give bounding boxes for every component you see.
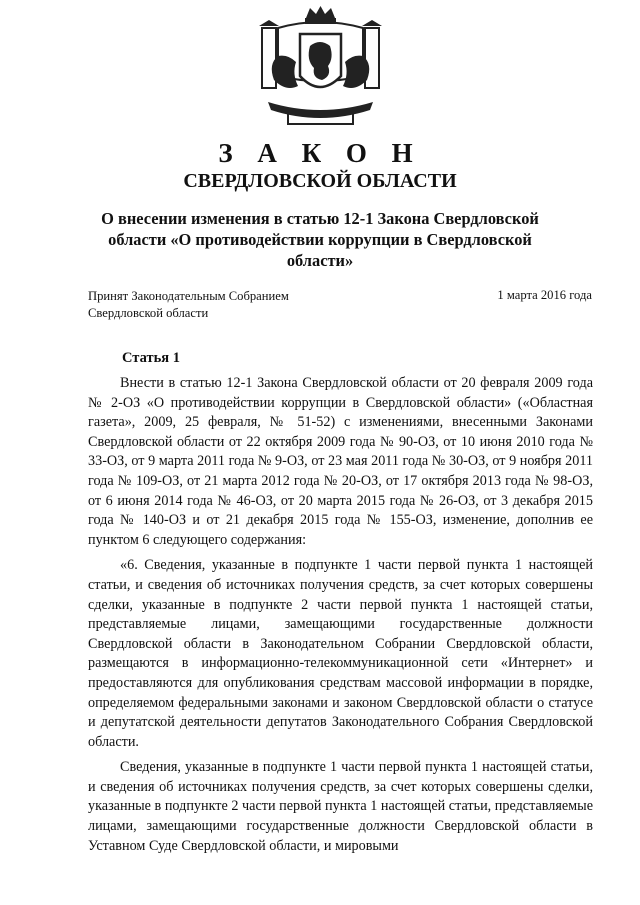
law-title: О внесении изменения в статью 12-1 Закона Свердловской области «О противодействии коррупции в Свердловской области» xyxy=(101,209,539,270)
coat-of-arms-icon xyxy=(248,6,393,134)
paragraph: Сведения, указанные в подпункте 1 части первой пункта 1 настоящей статьи, и сведения об источниках получения средств, за счет которых совершены сделки, указанные в подпункте 2 части первой пункта 1 настоящей статьи, представляемые лицами, замещающими государственные должности Свердловской области в Уставном Суде Свердловской области, и мировыми xyxy=(88,759,593,854)
adoption-date: 1 марта 2016 года xyxy=(497,288,592,302)
article-heading: Статья 1 xyxy=(122,350,180,366)
adoption-info xyxy=(88,288,289,322)
adoption-line-2: Свердловской области xyxy=(88,306,209,320)
adoption-line-1: Принят Законодательным Собранием xyxy=(88,289,289,303)
article-body xyxy=(88,374,593,862)
document-title: З А К О Н xyxy=(218,138,422,168)
region-title: СВЕРДЛОВСКОЙ ОБЛАСТИ xyxy=(183,170,457,192)
paragraph: «6. Сведения, указанные в подпункте 1 части первой пункта 1 настоящей статьи, и сведения об источниках получения средств, за счет которых совершены сделки, указанные в подпункте 2 части первой пункта 1 настоящей статьи, представляемые лицами, замещающими государственные должности Свердловской области в Законодательном Собрании Свердловской области, размещаются в информационно-телекоммуникационной сети «Интернет» и предоставляются для опубликования средствам массовой информации в порядке, определяемом федеральными законами и законом Свердловской области о статусе и депутатской деятельности депутатов Законодательного Собрания Свердловской области. xyxy=(88,557,593,750)
paragraph: Внести в статью 12-1 Закона Свердловской области от 20 февраля 2009 года № 2-ОЗ «О противодействии коррупции в Свердловской области» («Областная газета», 2009, 25 февраля, № 51-52) с изменениями, внесенными Законами Свердловской области от 22 октября 2009 года № 90-ОЗ, от 10 июня 2010 года № 33-ОЗ, от 9 марта 2011 года № 9-ОЗ, от 23 мая 2011 года № 30-ОЗ, от 9 ноября 2011 года № 109-ОЗ, от 21 марта 2012 года № 20-ОЗ, от 17 октября 2013 года № 98-ОЗ, от 6 июня 2014 года № 46-ОЗ, от 20 марта 2015 года № 26-ОЗ, от 3 декабря 2015 года № 140-ОЗ и от 21 декабря 2015 года № 155-ОЗ, изменение, дополнив ее пунктом 6 следующего содержания: xyxy=(88,375,593,548)
